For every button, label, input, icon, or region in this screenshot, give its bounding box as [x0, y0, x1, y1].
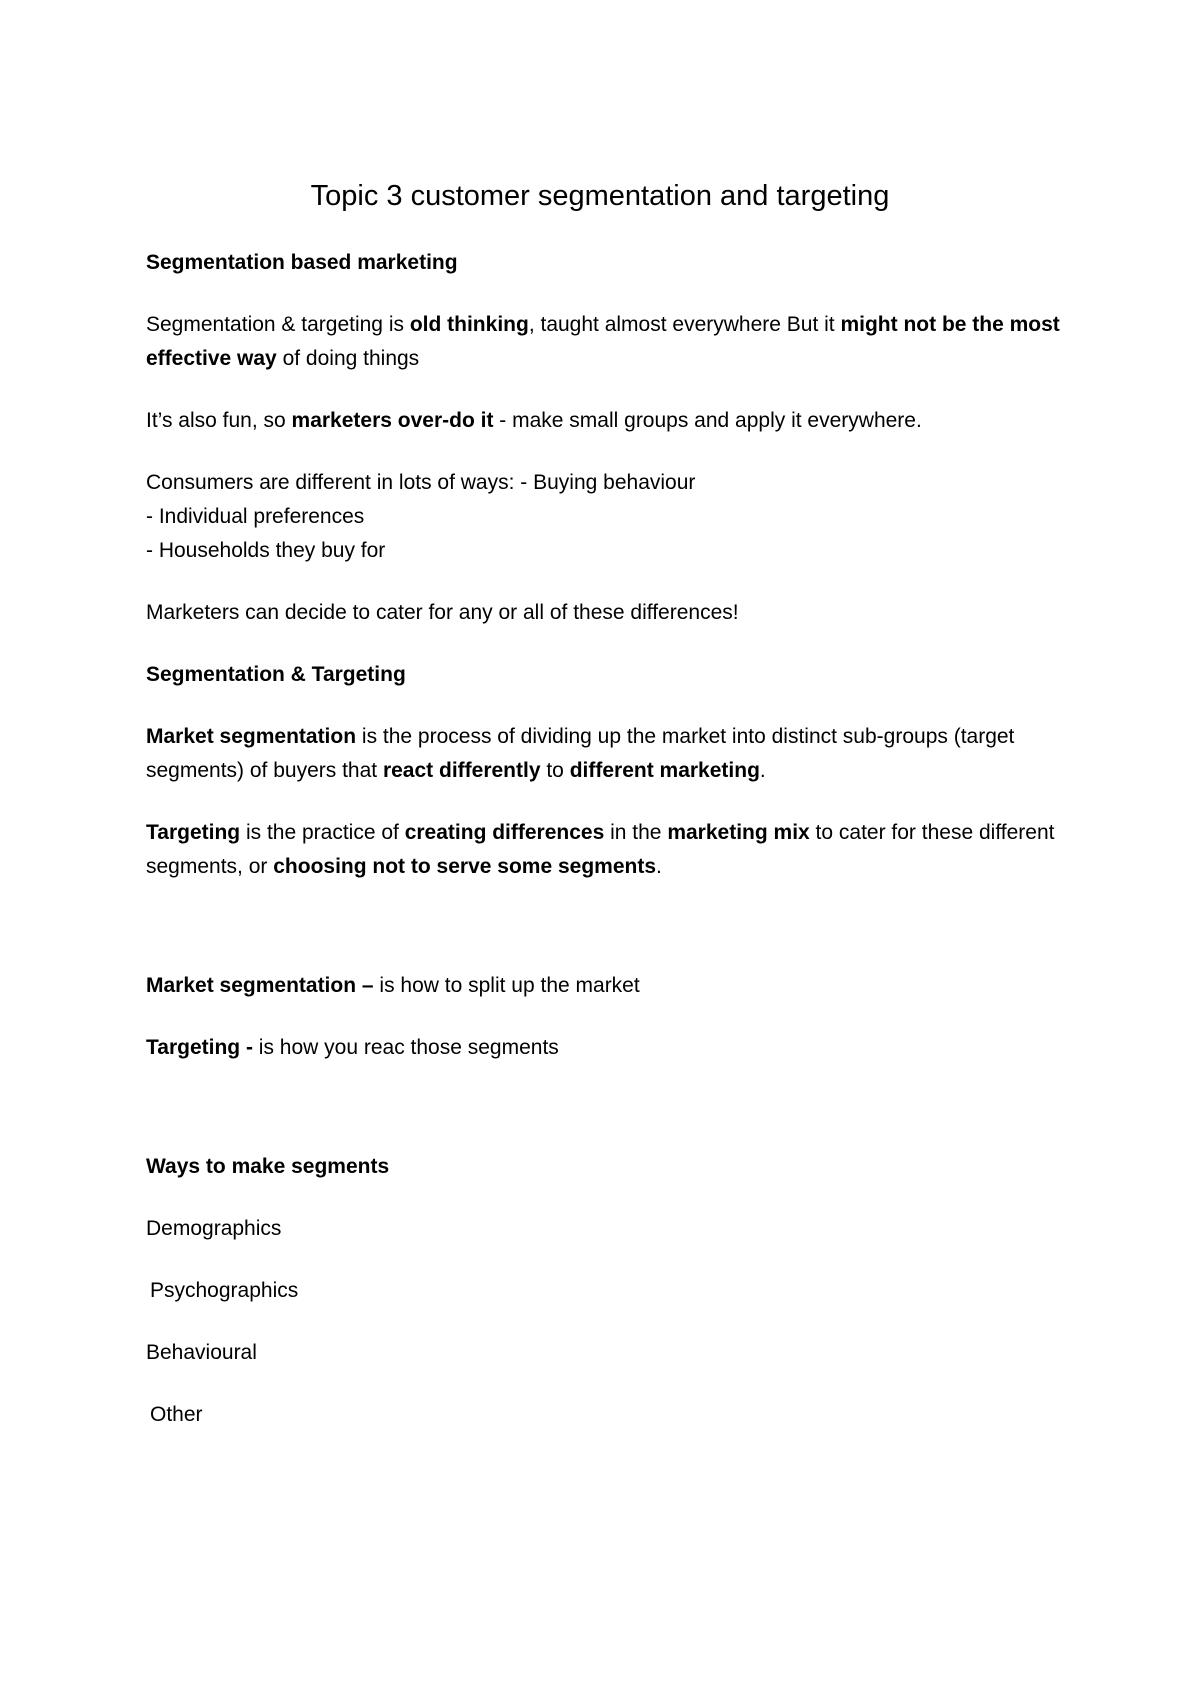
paragraph-market-segmentation-summary	[146, 969, 1066, 1003]
bold-run: Targeting -	[146, 1036, 253, 1059]
paragraph-market-segmentation-definition	[146, 720, 1066, 788]
bold-run: creating differences	[404, 821, 605, 844]
text-run: Segmentation & targeting is	[146, 313, 410, 336]
text-run: to cater for these different segments, or	[146, 821, 1055, 878]
bold-run: old thinking	[409, 313, 529, 336]
heading-segmentation-targeting: Segmentation & Targeting	[146, 663, 406, 686]
bold-run: different marketing	[569, 759, 760, 782]
bold-run: Targeting	[146, 821, 241, 844]
text-run: is how to split up the market	[373, 974, 640, 997]
text-run: - make small groups and apply it everywhere.	[493, 409, 922, 432]
text-run: It’s also fun, so	[146, 409, 292, 432]
text-run: is the practice of	[240, 821, 405, 844]
list-item-demographics: Demographics	[146, 1217, 282, 1240]
text-line: - Households they buy for	[146, 539, 386, 562]
paragraph-marketers-cater: Marketers can decide to cater for any or all of these differences!	[146, 601, 739, 624]
text-run: .	[656, 855, 662, 878]
document-title: Topic 3 customer segmentation and targeting	[310, 180, 890, 212]
text-line: - Individual preferences	[146, 505, 365, 528]
paragraph-old-thinking	[146, 308, 1066, 376]
list-item-psychographics: Psychographics	[150, 1279, 299, 1302]
bold-run: might not be the most effective way	[146, 313, 1060, 370]
text-run: is how you reac those segments	[252, 1036, 559, 1059]
list-item-other: Other	[150, 1403, 203, 1426]
text-run: , taught almost everywhere But it	[528, 313, 841, 336]
heading-ways-to-make-segments: Ways to make segments	[146, 1155, 390, 1178]
bold-run: choosing not to serve some segments	[273, 855, 656, 878]
heading-segmentation-based-marketing: Segmentation based marketing	[146, 251, 458, 274]
bold-run: marketers over-do it	[291, 409, 494, 432]
bold-run: marketing mix	[667, 821, 810, 844]
text-run: in the	[604, 821, 668, 844]
paragraph-fun	[146, 404, 1066, 438]
bold-run: react differently	[382, 759, 541, 782]
text-run: of doing things	[276, 347, 420, 370]
text-run: to	[540, 759, 570, 782]
document-body	[146, 246, 1066, 1460]
bold-run: Market segmentation –	[146, 974, 374, 997]
list-item-behavioural: Behavioural	[146, 1341, 257, 1364]
text-line: Consumers are different in lots of ways: - Buying behaviour	[146, 471, 696, 494]
bold-run: Market segmentation	[146, 725, 357, 748]
paragraph-targeting-definition	[146, 816, 1066, 884]
paragraph-targeting-summary	[146, 1031, 1066, 1065]
text-run: .	[759, 759, 766, 782]
paragraph-consumers-different	[146, 466, 1066, 568]
text-run: is the process of dividing up the market into distinct sub-groups (target segments) of buyers that	[146, 725, 1015, 782]
